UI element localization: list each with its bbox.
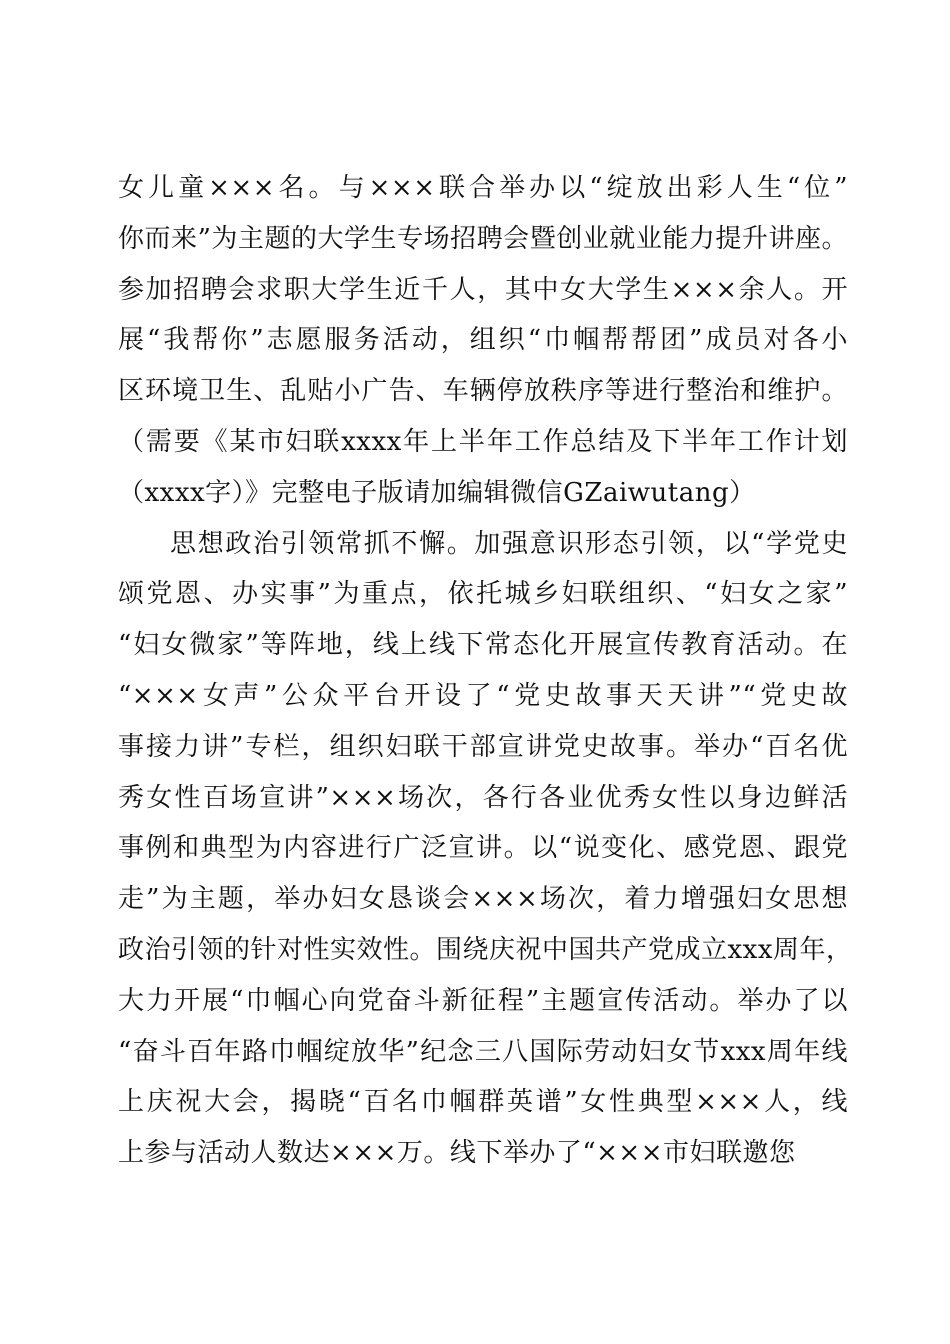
text-line: （xxxx字）》完整电子版请加编辑微信GZaiwutang） <box>118 477 756 508</box>
text-line: 展“我帮你”志愿服务活动，组织“巾帼帮帮团”成员对各小 <box>118 325 848 356</box>
text-line: 你而来”为主题的大学生专场招聘会暨创业就业能力提升讲座。 <box>118 223 848 254</box>
paragraph-1 <box>118 163 848 519</box>
text-line: 政治引领的针对性实效性。围绕庆祝中国共产党成立xxx周年， <box>118 934 853 965</box>
text-line: “奋斗百年路巾帼绽放华”纪念三八国际劳动妇女节xxx周年线 <box>118 1036 848 1067</box>
text-line: 事例和典型为内容进行广泛宣讲。以“说变化、感党恩、跟党 <box>118 833 848 864</box>
text-line: 颂党恩、办实事”为重点，依托城乡妇联组织、“妇女之家” <box>118 579 848 610</box>
text-line: “×××女声”公众平台开设了“党史故事天天讲”“党史故 <box>118 680 848 711</box>
text-line: 大力开展“巾帼心向党奋斗新征程”主题宣传活动。举办了以 <box>118 985 848 1016</box>
text-line: 秀女性百场宣讲”×××场次，各行各业优秀女性以身边鲜活 <box>118 782 848 813</box>
text-line: 上庆祝大会，揭晓“百名巾帼群英谱”女性典型×××人，线 <box>118 1087 848 1118</box>
text-line: 事接力讲”专栏，组织妇联干部宣讲党史故事。举办“百名优 <box>118 731 848 762</box>
text-line: 女儿童×××名。与×××联合举办以“绽放出彩人生“位” <box>118 173 848 203</box>
text-line: 参加招聘会求职大学生近千人，其中女大学生×××余人。开 <box>118 274 848 305</box>
text-line: （需要《某市妇联xxxx年上半年工作总结及下半年工作计划 <box>118 426 848 457</box>
paragraph-2 <box>118 519 853 1179</box>
text-line: 思想政治引领常抓不懈。加强意识形态引领，以“学党史 <box>170 528 848 559</box>
text-line: 区环境卫生、乱贴小广告、车辆停放秩序等进行整治和维护。 <box>118 376 848 407</box>
document-body <box>118 163 853 1179</box>
text-line: 上参与活动人数达×××万。线下举办了“×××市妇联邀您 <box>118 1138 796 1169</box>
text-line: “妇女微家”等阵地，线上线下常态化开展宣传教育活动。在 <box>118 630 848 661</box>
text-line: 走”为主题，举办妇女恳谈会×××场次，着力增强妇女思想 <box>118 884 848 915</box>
